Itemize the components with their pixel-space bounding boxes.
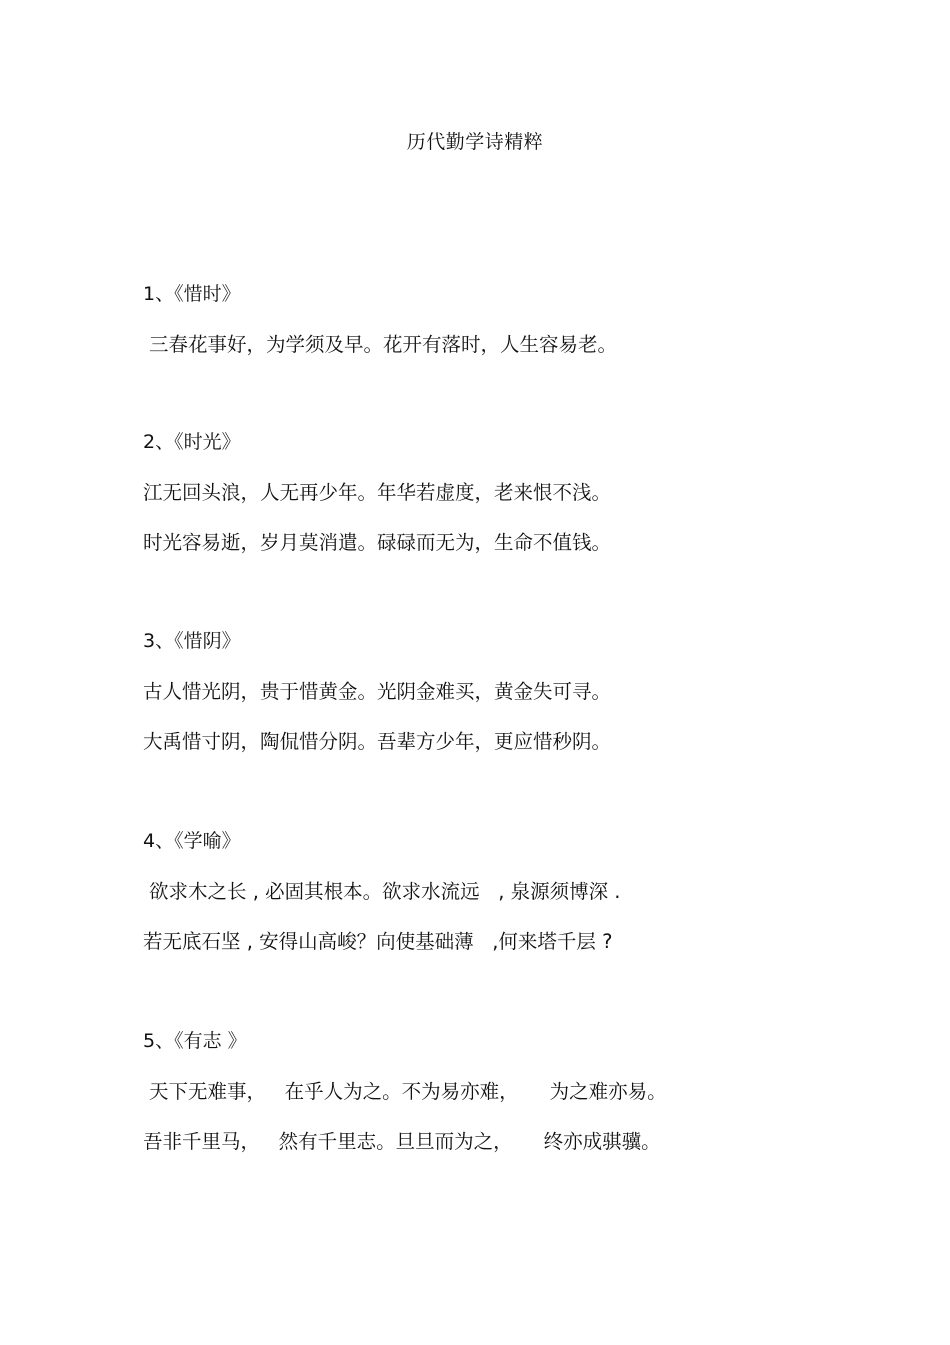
poem-line: 吾非千里马， 然有千里志。旦旦而为之， 终亦成骐骥。 [143,1130,661,1153]
poem-heading: 1、《惜时》 [143,283,241,305]
document-title: 历代勤学诗精粹 [406,131,544,153]
poem-line: 古人惜光阴，贵于惜黄金。光阴金难买，黄金失可寻。 [143,680,612,703]
poem-line: 若无底石坚 , 安得山高峻？向使基础薄 ,何来塔千层 ? [143,930,613,953]
poem-section-3 [143,627,863,756]
poem-line: 江无回头浪，人无再少年。年华若虚度，老来恨不浅。 [143,481,612,504]
poem-line: 时光容易逝，岁月莫消遣。碌碌而无为，生命不值钱。 [143,531,612,554]
poem-heading: 3、《惜阴》 [143,630,241,652]
poem-section-2 [143,428,863,557]
poem-line: 大禹惜寸阴，陶侃惜分阴。吾辈方少年，更应惜秒阴。 [143,730,612,753]
poem-line: 天下无难事， 在乎人为之。不为易亦难， 为之难亦易。 [149,1080,667,1103]
poem-line: 欲求木之长 , 必固其根本。欲求水流远 , 泉源须博深 . [149,880,621,903]
poem-section-5 [143,1027,863,1156]
poem-section-4 [143,827,863,956]
poem-line: 三春花事好，为学须及早。花开有落时，人生容易老。 [149,333,618,356]
poem-heading: 5、《有志 》 [143,1030,247,1052]
poem-heading: 2、《时光》 [143,431,241,453]
poem-heading: 4、《学喻》 [143,830,241,852]
poem-section-1 [143,280,863,359]
